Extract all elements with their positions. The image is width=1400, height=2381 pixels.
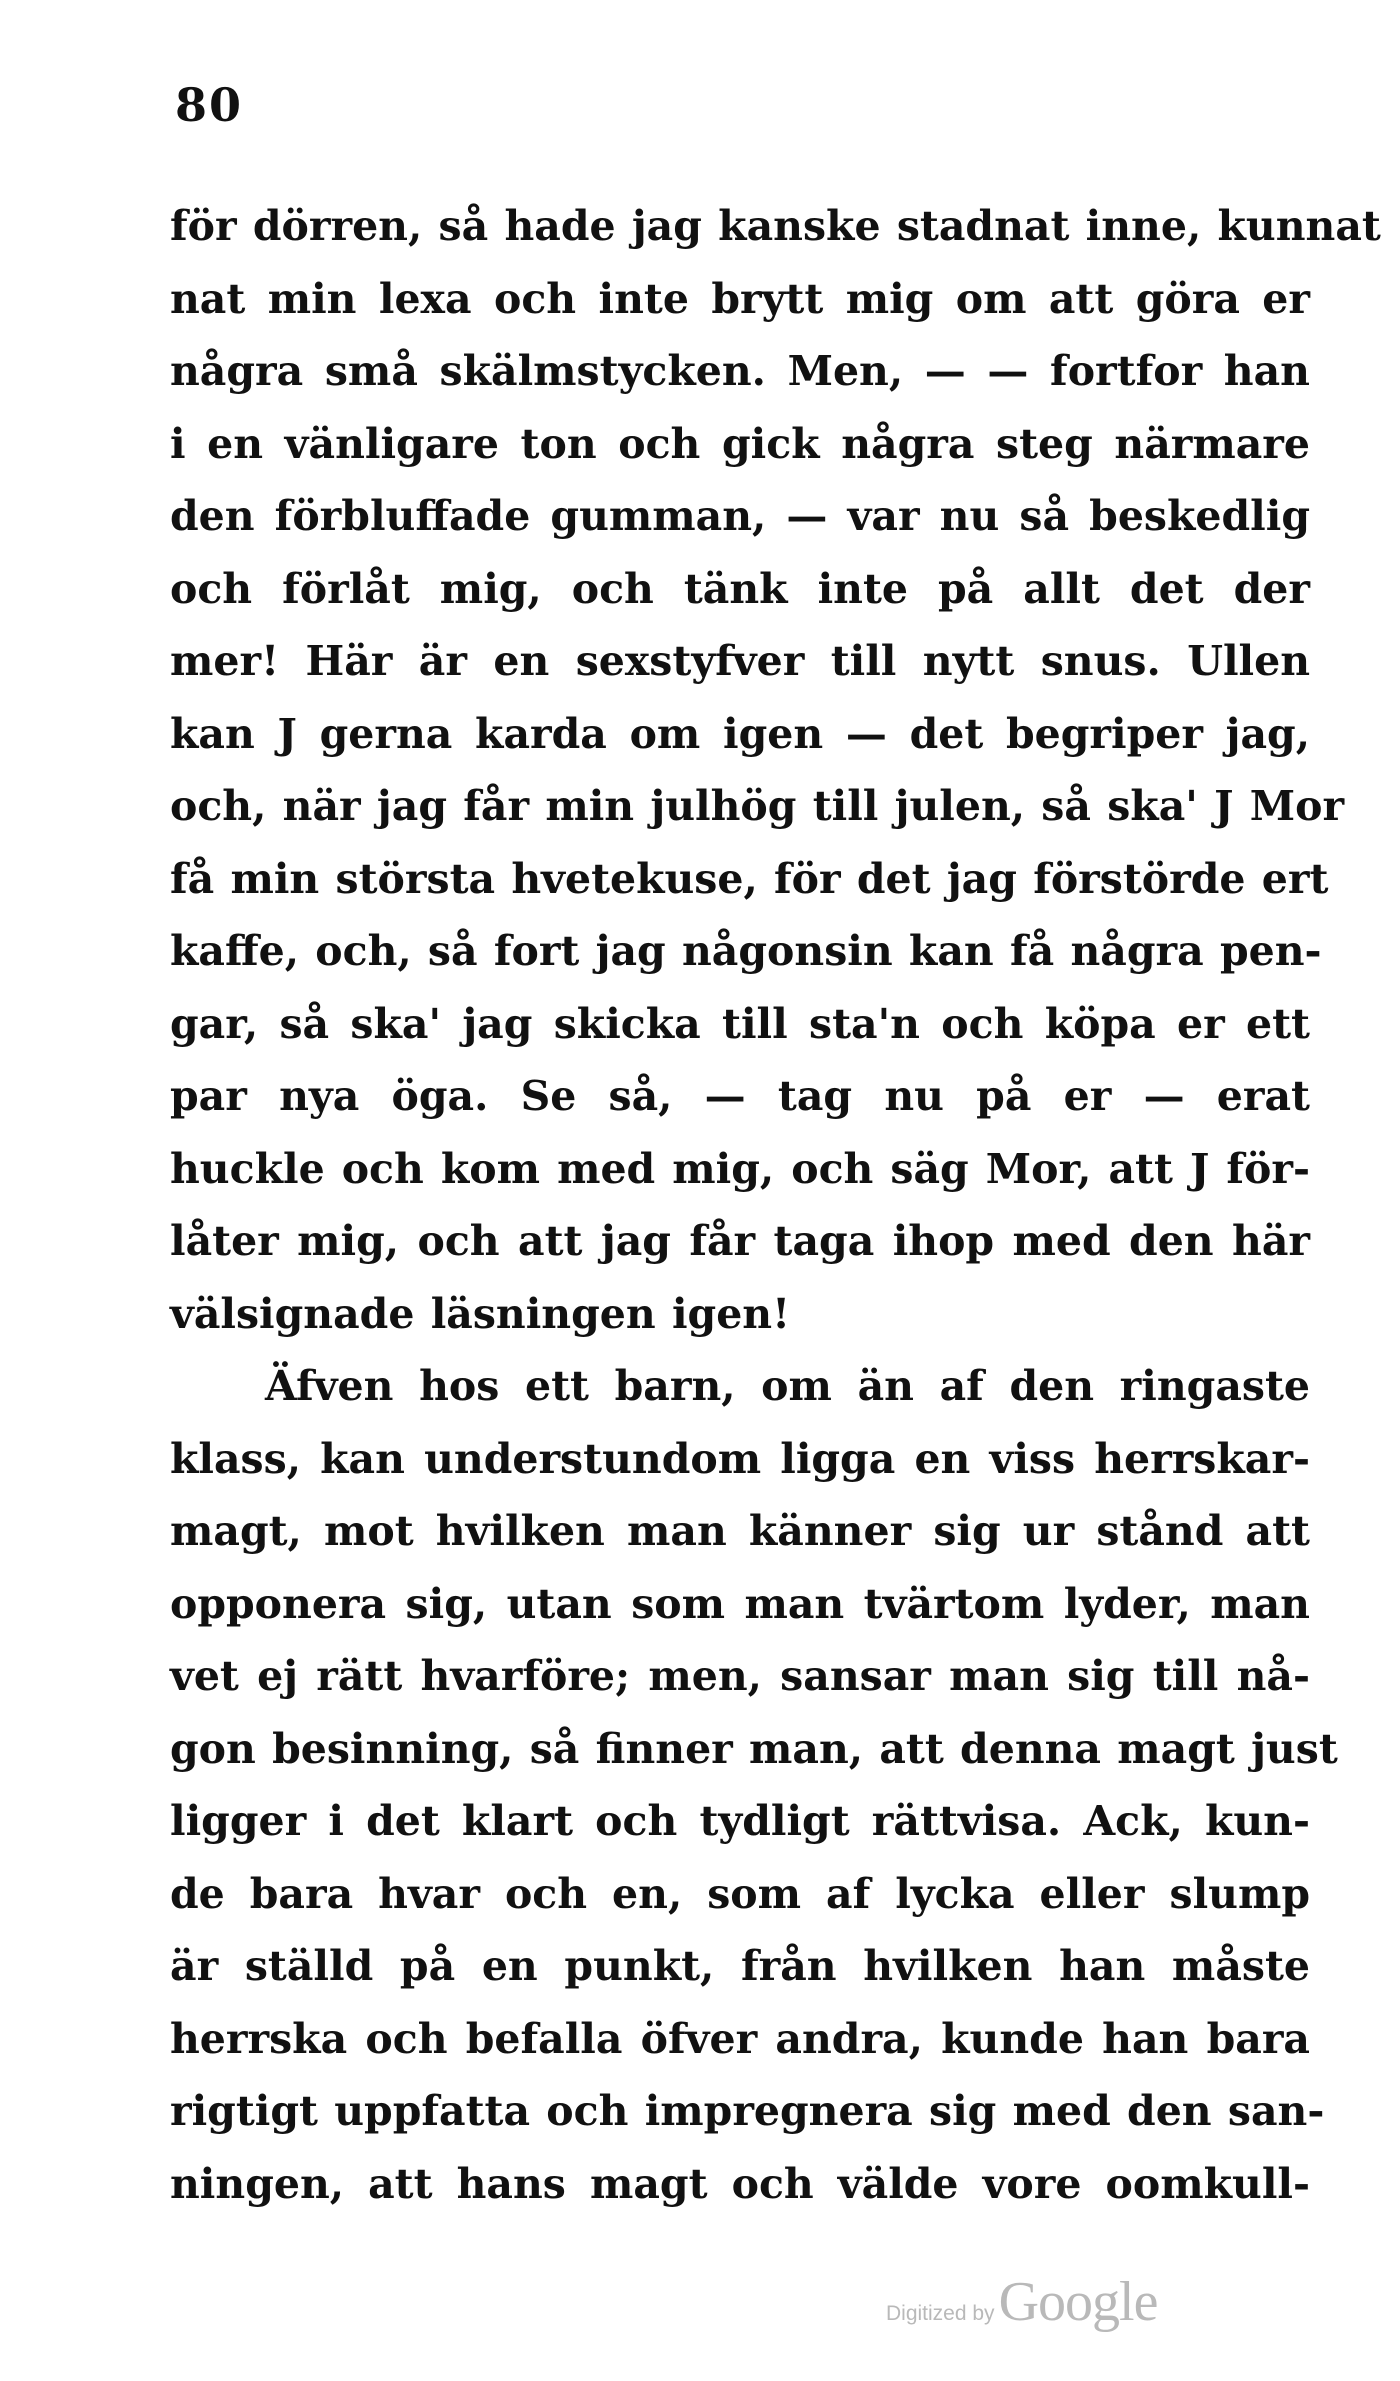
body-text [170,190,1381,2220]
text-line: klass, kan understundom ligga en viss herrskar- [170,1434,1310,1483]
text-line: gon besinning, så finner man, att denna magt just [170,1724,1338,1773]
text-line: ningen, att hans magt och välde vore oomkull- [170,2159,1310,2208]
digitized-watermark [886,2270,1157,2334]
text-line: opponera sig, utan som man tvärtom lyder, man [170,1579,1310,1628]
text-line: magt, mot hvilken man känner sig ur stånd att [170,1507,1310,1555]
text-line: är ställd på en punkt, från hvilken han måste [170,1942,1310,1990]
text-line: vet ej rätt hvarföre; men, sansar man sig till nå- [170,1652,1310,1700]
text-line: nat min lexa och inte brytt mig om att göra er [170,274,1310,323]
text-line: välsignade läsningen igen! [170,1289,791,1338]
text-line: några små skälmstycken. Men, — — fortfor han [170,347,1310,395]
text-line: de bara hvar och en, som af lycka eller slump [170,1869,1310,1918]
text-line: kan J gerna karda om igen — det begriper jag, [170,709,1310,758]
text-line: och förlåt mig, och tänk inte på allt det der [170,564,1310,613]
text-line: låter mig, och att jag får taga ihop med den här [170,1217,1310,1265]
watermark-prefix: Digitized by [886,2302,995,2325]
google-logo: Google [998,2271,1158,2333]
text-line: Äfven hos ett barn, om än af den ringaste [265,1362,1310,1410]
text-line: och, när jag får min julhög till julen, så ska' J Mor [170,782,1345,830]
text-line: i en vänligare ton och gick några steg närmare [170,419,1310,468]
text-line: den förbluffade gumman, — var nu så beskedlig [170,492,1310,540]
text-line: huckle och kom med mig, och säg Mor, att J för- [170,1144,1310,1193]
text-line: kaffe, och, så fort jag någonsin kan få några pen- [170,927,1322,975]
text-line: gar, så ska' jag skicka till sta'n och köpa er ett [170,999,1310,1048]
text-line: herrska och befalla öfver andra, kunde han bara [170,2014,1310,2063]
text-line: rigtigt uppfatta och impregnera sig med den san- [170,2087,1325,2135]
text-line: få min största hvetekuse, för det jag förstörde ert [170,854,1329,903]
page-number: 80 [175,78,244,132]
text-line: för dörren, så hade jag kanske stadnat inne, kunnat [170,202,1381,250]
text-line: mer! Här är en sexstyfver till nytt snus. Ullen [170,637,1310,685]
text-line: par nya öga. Se så, — tag nu på er — erat [170,1072,1310,1120]
text-line: ligger i det klart och tydligt rättvisa. Ack, kun- [170,1797,1310,1845]
